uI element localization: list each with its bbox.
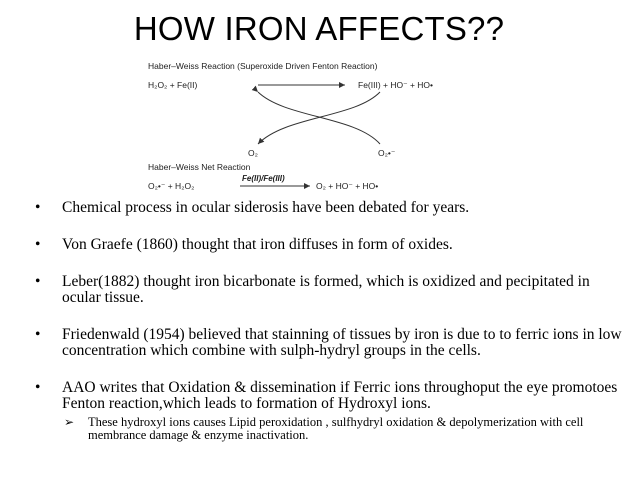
bullet-dot: •: [35, 199, 41, 216]
net-products: O₂ + HO⁻ + HO•: [316, 181, 379, 191]
bullet-text: Leber(1882) thought iron bicarbonate is formed, which is oxidized and pecipitated in ocular tissue.: [62, 273, 590, 306]
bullet-dot: •: [35, 273, 41, 290]
diagram-heading: Haber–Weiss Reaction (Superoxide Driven Fenton Reaction): [148, 61, 378, 71]
bullet-item: [28, 274, 628, 306]
net-heading: Haber–Weiss Net Reaction: [148, 162, 251, 172]
slide-title: HOW IRON AFFECTS??: [133, 10, 505, 47]
net-reactants: O₂•⁻ + H₂O₂: [148, 181, 195, 191]
bullet-item: [28, 380, 628, 442]
bullet-dot: •: [35, 236, 41, 253]
superoxide-label: O₂•⁻: [378, 148, 396, 158]
cycle-arc-right: [258, 92, 380, 144]
reaction-reactants: H₂O₂ + Fe(II): [148, 80, 198, 90]
reaction-products: Fe(III) + HO⁻ + HO•: [358, 80, 434, 90]
bullet-dot: •: [35, 326, 41, 343]
cycle-arc-left: [258, 92, 380, 144]
bullet-text: Chemical process in ocular siderosis have been debated for years.: [62, 199, 470, 216]
o2-label: O₂: [248, 148, 258, 158]
sub-bullet-text: These hydroxyl ions causes Lipid peroxidation , sulfhydryl oxidation & depolymerization with cell membrance damage & enzyme inactivation.: [88, 415, 584, 442]
bullet-text: Von Graefe (1860) thought that iron diffuses in form of oxides.: [62, 236, 453, 253]
net-catalyst: Fe(II)/Fe(III): [242, 174, 285, 183]
bullet-item: [28, 200, 628, 216]
arrow-bullet-icon: ➢: [64, 415, 75, 429]
bullet-text: AAO writes that Oxidation & dissemination if Ferric ions throughoput the eye promotoes Fenton reaction,which leads to formation of Hydroxyl ions.: [62, 379, 618, 412]
bullet-dot: •: [35, 379, 41, 396]
bullet-list: [28, 200, 628, 442]
sub-bullet-list: [62, 416, 628, 442]
bullet-item: [28, 327, 628, 359]
sub-bullet-item: [62, 416, 628, 442]
haber-weiss-diagram: [140, 58, 500, 200]
bullet-text: Friedenwald (1954) believed that stainning of tissues by iron is due to to ferric ions in low concentration which combine with sulph-hydryl groups in the cells.: [62, 326, 622, 359]
bullet-item: [28, 237, 628, 253]
